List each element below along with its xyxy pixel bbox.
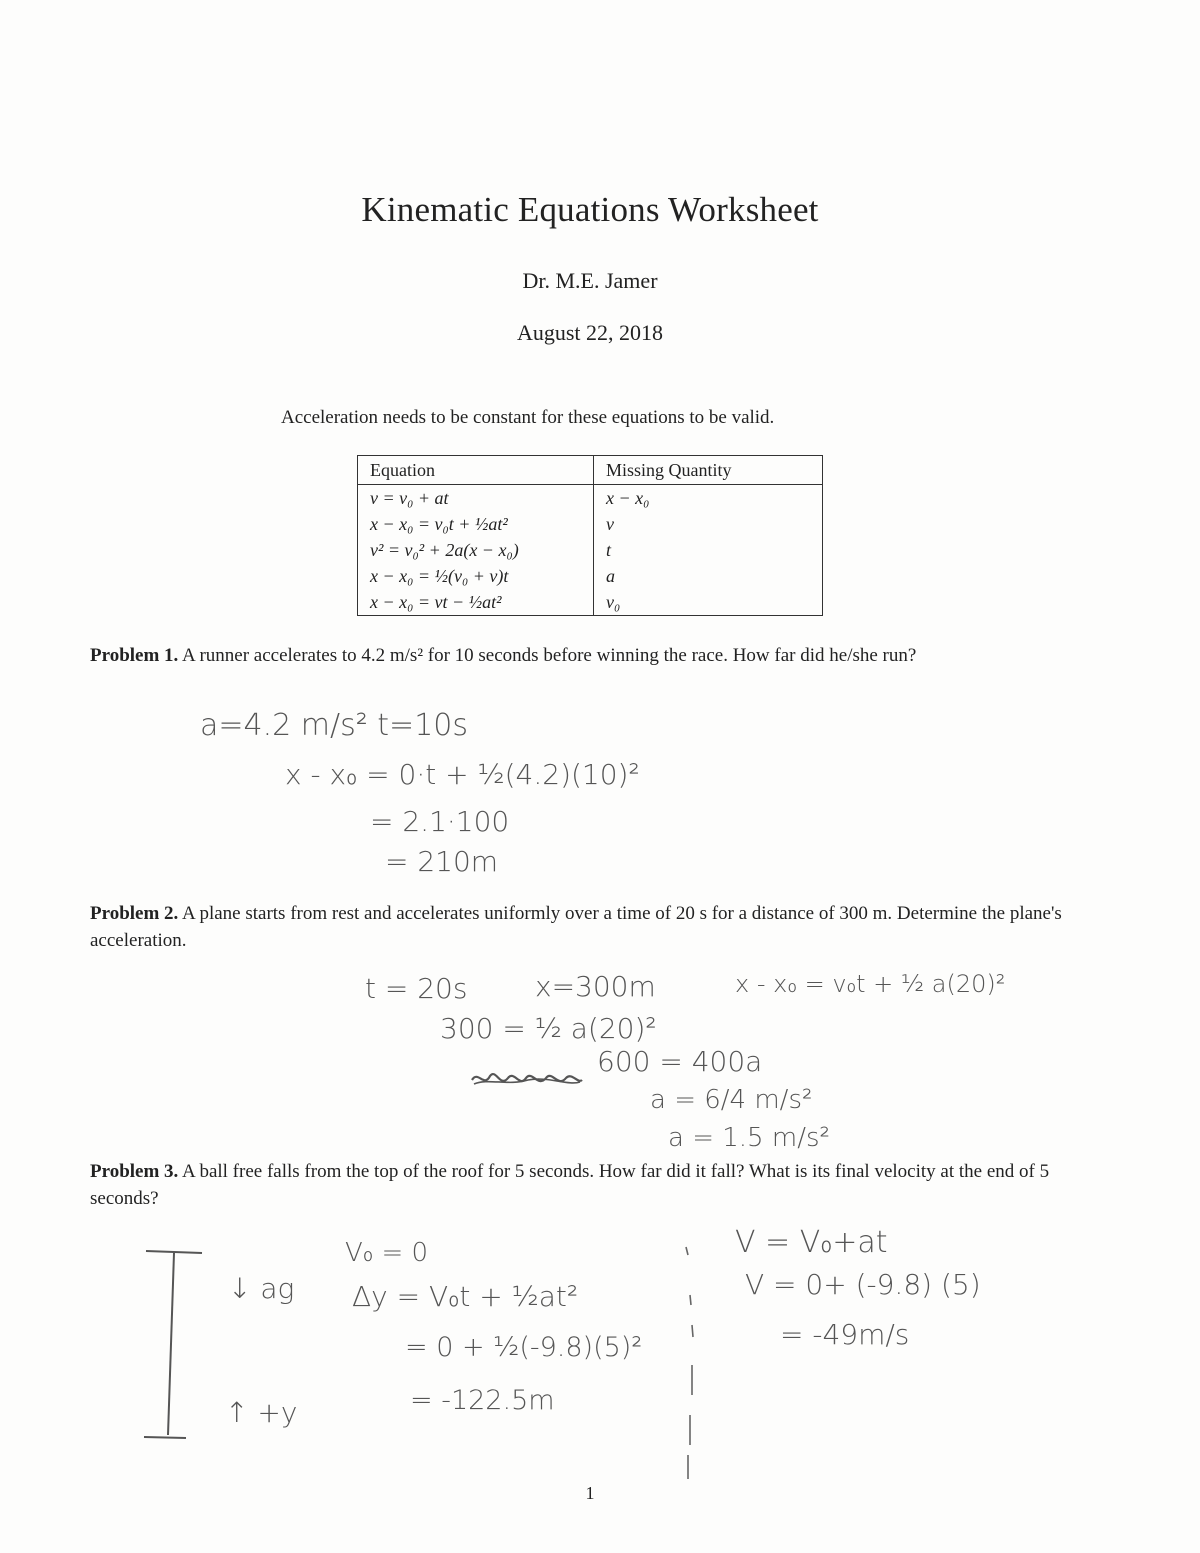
table-row [358,589,823,616]
problem-3-displacement-step: = 0 + ½(-9.8)(5)² [405,1332,643,1363]
problem-3-text: A ball free falls from the top of the roof for 5 seconds. How far did it fall? What is its final velocity at the end of 5 seconds? [90,1161,1050,1209]
missing-quantity-cell: x − x₀ [594,485,823,512]
missing-quantity-cell: v₀ [594,589,823,616]
problem-3-initial-velocity: V₀ = 0 [345,1238,429,1268]
equation-cell: x − x₀ = v₀t + ½at² [358,511,594,537]
problem-3-statement [90,1158,1100,1212]
problem-1-statement [90,642,1100,669]
column-header-missing-quantity: Missing Quantity [594,456,823,485]
problem-2-step-3: a = 6/4 m/s² [650,1085,813,1115]
table-row [358,485,823,512]
problem-2-statement [90,900,1100,954]
problem-1-label: Problem 1. [90,645,179,666]
missing-quantity-cell: v [594,511,823,537]
table-row [358,537,823,563]
divider-line [676,1245,706,1485]
worksheet-title: Kinematic Equations Worksheet [361,190,819,229]
author-line: Dr. M.E. Jamer [522,268,658,293]
problem-1-text: A runner accelerates to 4.2 m/s² for 10 seconds before winning the race. How far did he/she run? [182,645,917,666]
problem-3-label: Problem 3. [90,1161,179,1182]
intro-sentence: Acceleration needs to be constant for these equations to be valid. [281,407,775,428]
problem-2-time: t = 20s [365,972,468,1005]
problem-2-step-2: 600 = 400a [597,1045,763,1078]
date-line: August 22, 2018 [516,320,664,345]
problem-2-step-1: 300 = ½ a(20)² [440,1012,657,1045]
problem-1-equation: x - x₀ = 0·t + ½(4.2)(10)² [285,758,640,791]
missing-quantity-cell: a [594,563,823,589]
positive-y-direction-label: ↑ +y [225,1396,298,1429]
problem-2-text: A plane starts from rest and accelerates uniformly over a time of 20 s for a distance of 300 m. Determine the plane's acceleration. [90,903,1062,951]
equation-cell: x − x₀ = ½(v₀ + v)t [358,563,594,589]
problem-3-displacement-answer: = -122.5m [410,1385,555,1416]
missing-quantity-cell: t [594,537,823,563]
problem-2-distance: x=300m [535,970,656,1003]
table-header-row [358,456,823,485]
problem-3-displacement-equation: Δy = V₀t + ½at² [352,1280,579,1313]
column-header-equation: Equation [358,456,594,485]
table-row [358,511,823,537]
problem-2-answer: a = 1.5 m/s² [668,1123,830,1153]
problem-1-step: = 2.1·100 [370,805,510,838]
problem-1-answer: = 210m [385,845,499,878]
problem-2-label: Problem 2. [90,903,179,924]
equation-cell: v² = v₀² + 2a(x − x₀) [358,537,594,563]
gravity-direction-label: ↓ ag [228,1272,295,1305]
roof-height-bracket [140,1245,210,1445]
scribble-out-mark [468,1066,586,1090]
problem-3-velocity-equation: V = V₀+at [735,1225,888,1260]
table-row [358,563,823,589]
kinematic-equations-table [357,455,823,616]
page-number: 1 [585,1483,595,1503]
equation-cell: v = v₀ + at [358,485,594,512]
equation-cell: x − x₀ = vt − ½at² [358,589,594,616]
problem-3-velocity-step: V = 0+ (-9.8) (5) [745,1268,981,1301]
problem-1-givens: a=4.2 m/s² t=10s [200,708,468,743]
problem-3-velocity-answer: = -49m/s [780,1318,910,1351]
problem-2-equation: x - x₀ = v₀t + ½ a(20)² [735,970,1006,998]
